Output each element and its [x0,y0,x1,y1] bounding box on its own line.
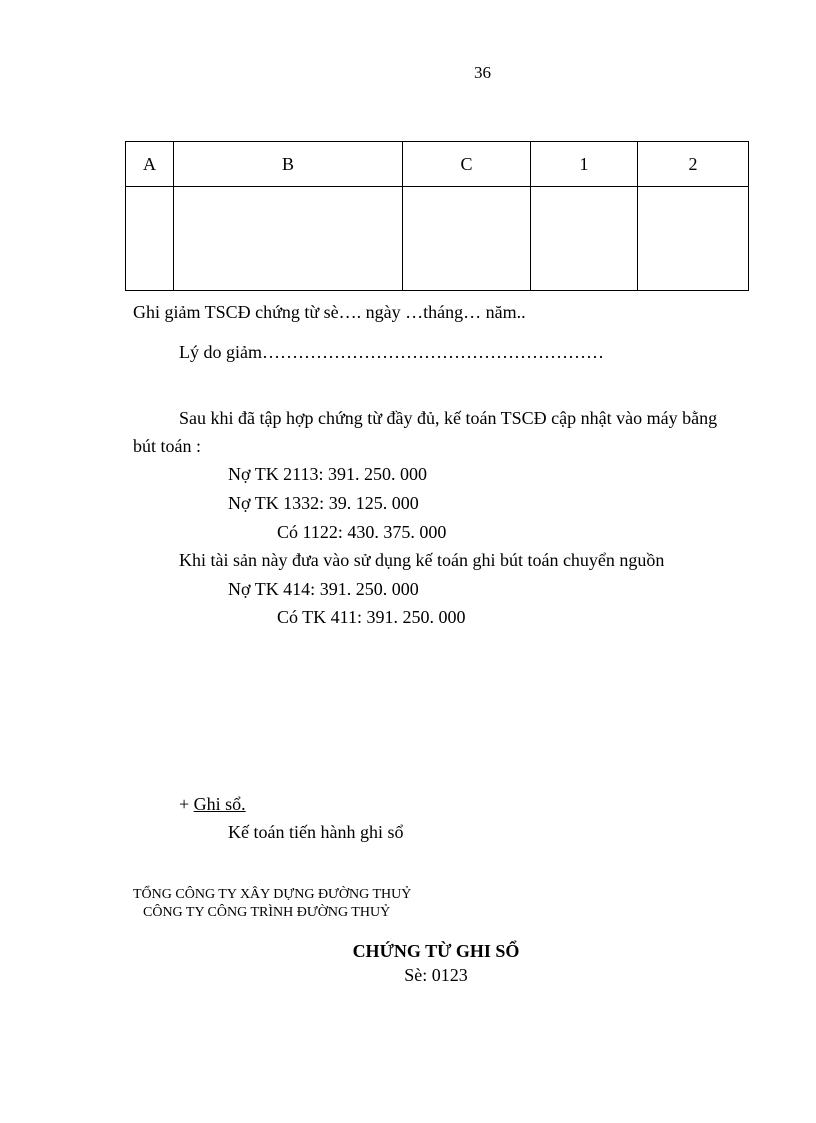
table-row [126,187,749,291]
journal-entry: Có 1122: 430. 375. 000 [277,522,447,542]
org-company-name: CÔNG TY CÔNG TRÌNH ĐƯỜNG THUỶ [143,905,391,920]
table-header-cell: B [174,142,403,187]
table-cell [174,187,403,291]
org-parent-name: TỔNG CÔNG TY XÂY DỰNG ĐƯỜNG THUỶ [133,887,412,902]
table-cell [403,187,531,291]
paragraph-line: Sau khi đã tập hợp chứng từ đầy đủ, kế toán TSCĐ cập nhật vào máy bằng [179,408,718,428]
paragraph-line: Khi tài sản này đưa vào sử dụng kế toán ghi bút toán chuyển nguồn [179,550,665,570]
table-header-cell: A [126,142,174,187]
asset-table [125,141,749,291]
table-cell [531,187,638,291]
table-header-row [126,142,749,187]
ghi-so-label: Ghi sổ. [193,794,246,814]
voucher-number: Sè: 0123 [404,965,468,985]
page-number: 36 [474,63,491,82]
journal-entry: Nợ TK 2113: 391. 250. 000 [228,464,428,484]
reduction-voucher-line: Ghi giảm TSCĐ chứng từ sè…. ngày …tháng… năm.. [133,302,526,322]
journal-entry: Nợ TK 1332: 39. 125. 000 [228,493,419,513]
ghi-so-text: Kế toán tiến hành ghi sổ [228,822,404,842]
table-cell [126,187,174,291]
journal-entry: Nợ TK 414: 391. 250. 000 [228,579,419,599]
reduction-reason-line: Lý do giảm………………………………………………… [179,342,604,362]
voucher-title: CHỨNG TỪ GHI SỔ [352,941,520,961]
ghi-so-prefix: + [179,794,194,814]
table-header-cell: 2 [638,142,749,187]
paragraph-line: bút toán : [133,436,201,456]
journal-entry: Có TK 411: 391. 250. 000 [277,607,466,627]
table-header-cell: C [403,142,531,187]
table-cell [638,187,749,291]
table-header-cell: 1 [531,142,638,187]
ghi-so-heading [179,793,246,815]
